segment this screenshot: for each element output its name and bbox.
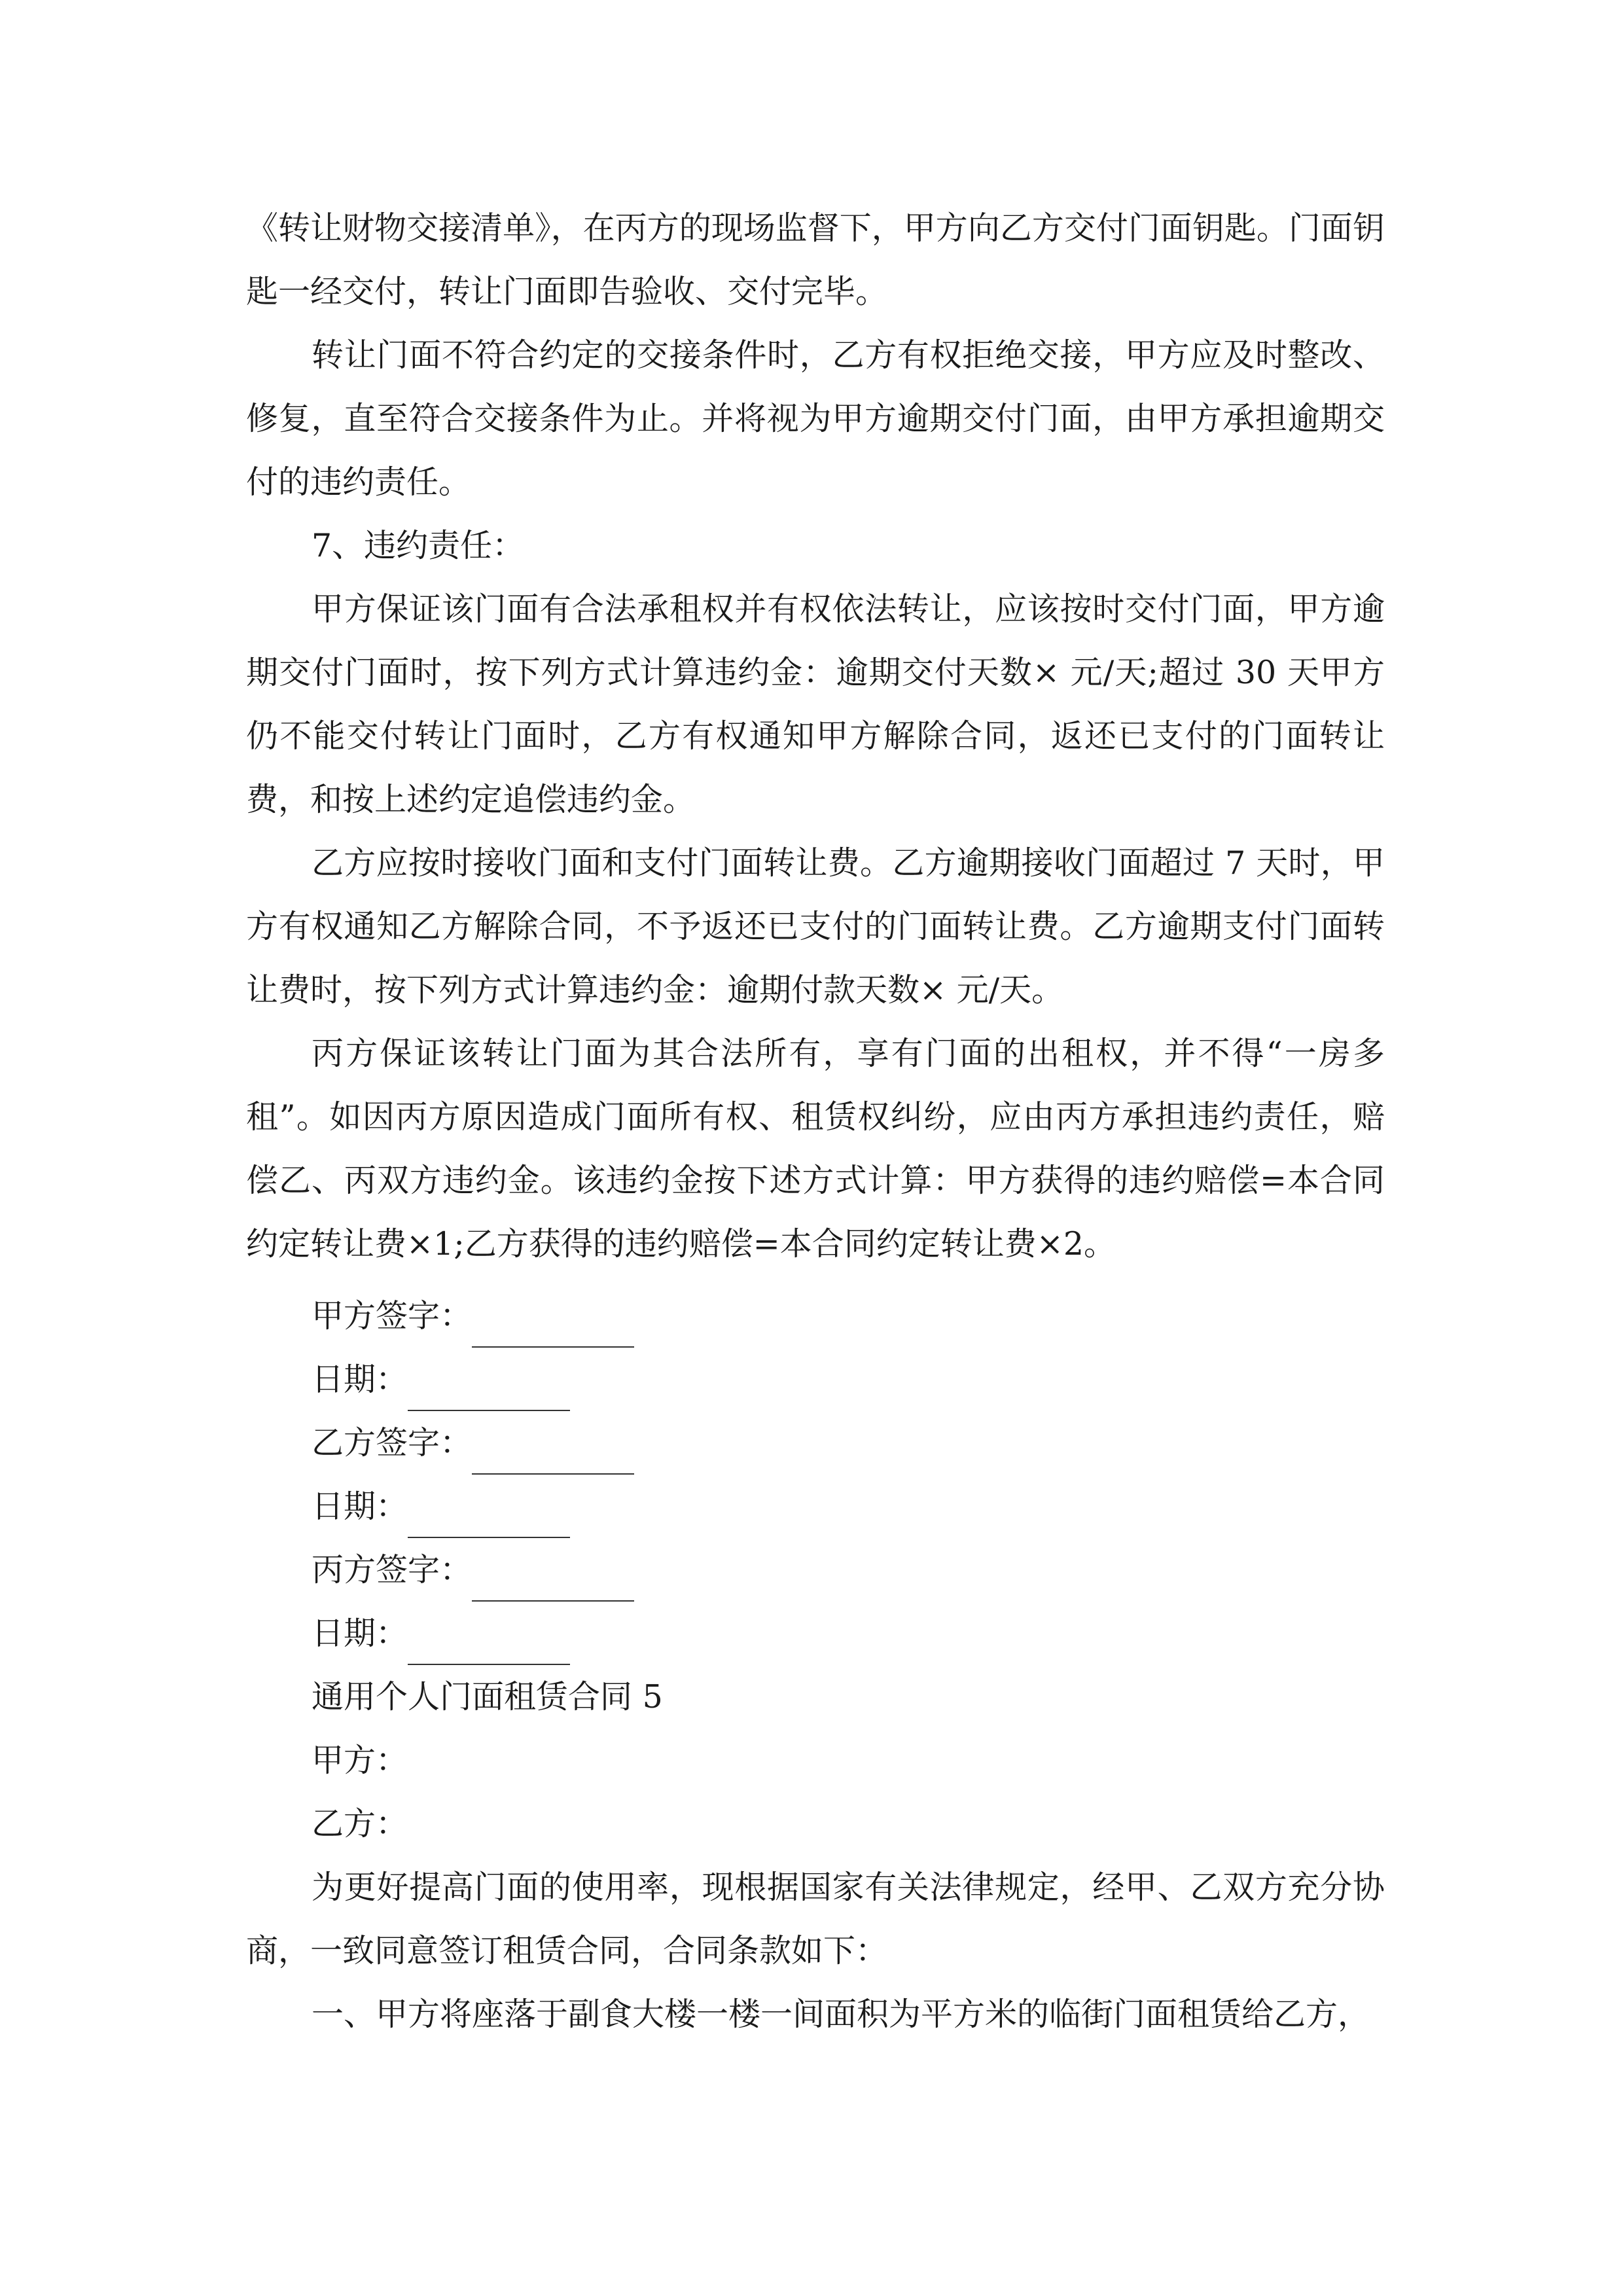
signature-row: [312, 1348, 634, 1411]
paragraph-handover: 《转让财物交接清单》，在丙方的现场监督下，甲方向乙方交付门面钥匙。门面钥匙一经交付，转让门面即告验收、交付完毕。: [246, 209, 1385, 310]
second-contract: [246, 1665, 1385, 2046]
signature-label: 日期：: [312, 1488, 408, 1525]
signature-row: [312, 1284, 634, 1348]
signature-row: [312, 1475, 634, 1538]
signature-label: 日期：: [312, 1615, 408, 1652]
party-a-line: 甲方：: [312, 1742, 408, 1779]
paragraph-party-a-liability: 甲方保证该门面有合法承租权并有权依法转让，应该按时交付门面，甲方逾期交付门面时，按下列方式计算违约金：逾期交付天数× 元/天;超过 30 天甲方仍不能交付转让门面时，乙方有权通知甲方解除合同，返还已支付的门面转让费，和按上述约定追偿违约金。: [246, 590, 1385, 818]
paragraph-rejection: 转让门面不符合约定的交接条件时，乙方有权拒绝交接，甲方应及时整改、修复，直至符合交接条件为止。并将视为甲方逾期交付门面，由甲方承担逾期交付的违约责任。: [246, 336, 1385, 501]
signature-label: 丙方签字：: [312, 1551, 473, 1588]
signature-line[interactable]: [472, 1435, 634, 1475]
date-line[interactable]: [408, 1626, 570, 1665]
paragraph-party-b-liability: 乙方应按时接收门面和支付门面转让费。乙方逾期接收门面超过 7 天时，甲方有权通知乙方解除合同，不予返还已支付的门面转让费。乙方逾期支付门面转让费时，按下列方式计算违约金：逾期付款天数× 元/天。: [246, 844, 1385, 1009]
date-line[interactable]: [408, 1372, 570, 1411]
signature-row: [312, 1411, 634, 1475]
signature-label: 日期：: [312, 1361, 408, 1398]
signature-label: 甲方签字：: [312, 1297, 473, 1335]
contract-body: [246, 196, 1385, 1276]
contract-title: 通用个人门面租赁合同 5: [312, 1678, 663, 1715]
signature-label: 乙方签字：: [312, 1424, 473, 1462]
signature-line[interactable]: [472, 1562, 634, 1602]
section-heading-liability: 7、违约责任：: [312, 527, 525, 564]
party-b-line: 乙方：: [312, 1805, 408, 1842]
signature-row: [312, 1602, 634, 1665]
signature-block: [312, 1284, 634, 1665]
paragraph-intro: 为更好提高门面的使用率，现根据国家有关法律规定，经甲、乙双方充分协商，一致同意签订租赁合同，合同条款如下：: [246, 1869, 1385, 1969]
signature-line[interactable]: [472, 1308, 634, 1348]
paragraph-party-c-liability: 丙方保证该转让门面为其合法所有，享有门面的出租权，并不得“一房多租”。如因丙方原因造成门面所有权、租赁权纠纷，应由丙方承担违约责任，赔偿乙、丙双方违约金。该违约金按下述方式计算：甲方获得的违约赔偿=本合同约定转让费×1;乙方获得的违约赔偿=本合同约定转让费×2。: [246, 1035, 1385, 1263]
date-line[interactable]: [408, 1499, 570, 1538]
paragraph-clause-1: 一、甲方将座落于副食大楼一楼一间面积为平方米的临街门面租赁给乙方，: [312, 1996, 1370, 2033]
signature-row: [312, 1538, 634, 1602]
